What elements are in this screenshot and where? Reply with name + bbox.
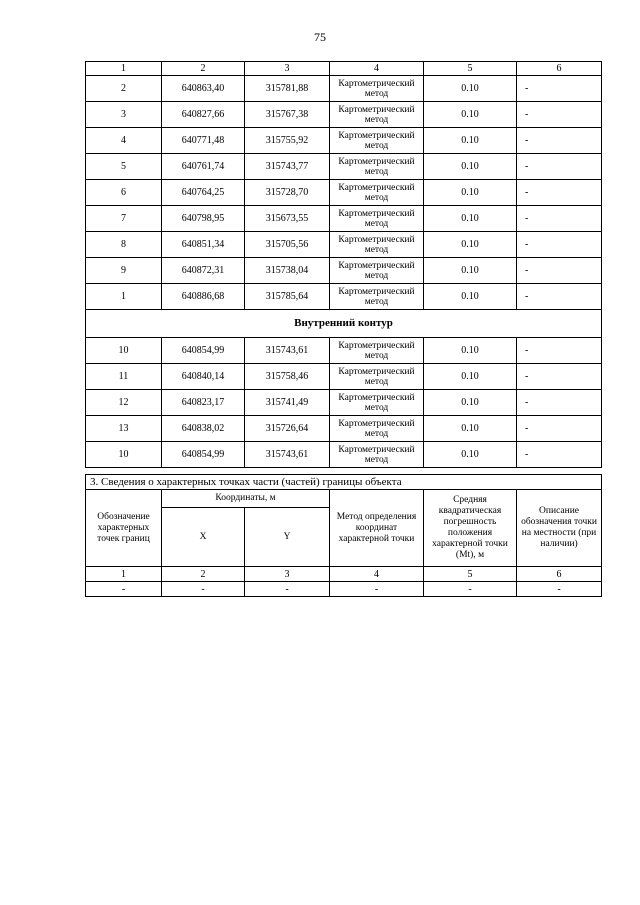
accuracy: 0.10 (424, 232, 517, 258)
point-number: 9 (86, 258, 162, 284)
coord-x: 640798,95 (162, 206, 245, 232)
accuracy: 0.10 (424, 338, 517, 364)
table-row (86, 102, 602, 128)
point-number: 8 (86, 232, 162, 258)
header-y: Y (245, 508, 330, 567)
col-number: 3 (245, 567, 330, 582)
col-number: 1 (86, 567, 162, 582)
coord-x: 640863,40 (162, 76, 245, 102)
page-number: 75 (314, 30, 326, 44)
coord-y: 315767,38 (245, 102, 330, 128)
empty-cell: - (424, 582, 517, 597)
col-number: 4 (330, 62, 424, 76)
point-number: 10 (86, 442, 162, 468)
description: - (517, 180, 602, 206)
empty-cell: - (517, 582, 602, 597)
method: Картометрический метод (330, 284, 424, 310)
table-row (86, 258, 602, 284)
coord-y: 315738,04 (245, 258, 330, 284)
section-title: 3. Сведения о характерных точках части (частей) границы объекта (86, 475, 602, 490)
method: Картометрический метод (330, 364, 424, 390)
table-row (86, 128, 602, 154)
table-row (86, 442, 602, 468)
description: - (517, 232, 602, 258)
inner-contour-label: Внутренний контур (86, 310, 602, 338)
inner-contour-row (86, 310, 602, 338)
method: Картометрический метод (330, 416, 424, 442)
header-description: Описание обозначения точки на местности (при наличии) (517, 490, 602, 567)
col-number: 3 (245, 62, 330, 76)
table-row (86, 364, 602, 390)
method: Картометрический метод (330, 154, 424, 180)
accuracy: 0.10 (424, 76, 517, 102)
accuracy: 0.10 (424, 180, 517, 206)
coord-y: 315781,88 (245, 76, 330, 102)
description: - (517, 76, 602, 102)
coord-y: 315741,49 (245, 390, 330, 416)
table-row (86, 180, 602, 206)
accuracy: 0.10 (424, 154, 517, 180)
description: - (517, 338, 602, 364)
table-row (86, 76, 602, 102)
point-number: 2 (86, 76, 162, 102)
accuracy: 0.10 (424, 284, 517, 310)
accuracy: 0.10 (424, 128, 517, 154)
table-row (86, 416, 602, 442)
col-number: 5 (424, 62, 517, 76)
column-number-row (86, 62, 602, 76)
coord-x: 640854,99 (162, 338, 245, 364)
method: Картометрический метод (330, 258, 424, 284)
description: - (517, 284, 602, 310)
header-coords: Координаты, м (162, 490, 330, 508)
coord-x: 640886,68 (162, 284, 245, 310)
col-number: 6 (517, 567, 602, 582)
method: Картометрический метод (330, 180, 424, 206)
description: - (517, 258, 602, 284)
coord-x: 640840,14 (162, 364, 245, 390)
col-number: 2 (162, 567, 245, 582)
description: - (517, 416, 602, 442)
coord-y: 315743,61 (245, 442, 330, 468)
accuracy: 0.10 (424, 442, 517, 468)
method: Картометрический метод (330, 206, 424, 232)
coord-y: 315758,46 (245, 364, 330, 390)
point-number: 1 (86, 284, 162, 310)
col-number: 2 (162, 62, 245, 76)
description: - (517, 206, 602, 232)
accuracy: 0.10 (424, 258, 517, 284)
table-row (86, 284, 602, 310)
description: - (517, 128, 602, 154)
point-number: 11 (86, 364, 162, 390)
col-number: 4 (330, 567, 424, 582)
table-row (86, 338, 602, 364)
point-number: 6 (86, 180, 162, 206)
accuracy: 0.10 (424, 364, 517, 390)
coord-y: 315743,77 (245, 154, 330, 180)
description: - (517, 442, 602, 468)
coord-y: 315785,64 (245, 284, 330, 310)
empty-cell: - (330, 582, 424, 597)
accuracy: 0.10 (424, 102, 517, 128)
col-number: 6 (517, 62, 602, 76)
coord-x: 640827,66 (162, 102, 245, 128)
coord-y: 315755,92 (245, 128, 330, 154)
part-boundary-points-table (85, 474, 602, 597)
point-number: 5 (86, 154, 162, 180)
method: Картометрический метод (330, 102, 424, 128)
description: - (517, 364, 602, 390)
point-number: 4 (86, 128, 162, 154)
method: Картометрический метод (330, 390, 424, 416)
coord-x: 640851,34 (162, 232, 245, 258)
coord-y: 315726,64 (245, 416, 330, 442)
coord-x: 640838,02 (162, 416, 245, 442)
point-number: 13 (86, 416, 162, 442)
coord-x: 640761,74 (162, 154, 245, 180)
method: Картометрический метод (330, 128, 424, 154)
coord-y: 315673,55 (245, 206, 330, 232)
coord-x: 640854,99 (162, 442, 245, 468)
header-method: Метод определения координат характерной точки (330, 490, 424, 567)
table-row (86, 232, 602, 258)
empty-cell: - (245, 582, 330, 597)
coord-y: 315743,61 (245, 338, 330, 364)
coord-x: 640872,31 (162, 258, 245, 284)
header-accuracy: Средняя квадратическая погрешность положения характерной точки (Mt), м (424, 490, 517, 567)
point-number: 7 (86, 206, 162, 232)
description: - (517, 390, 602, 416)
coord-x: 640823,17 (162, 390, 245, 416)
method: Картометрический метод (330, 76, 424, 102)
empty-cell: - (162, 582, 245, 597)
point-number: 12 (86, 390, 162, 416)
header-x: X (162, 508, 245, 567)
coord-x: 640764,25 (162, 180, 245, 206)
method: Картометрический метод (330, 442, 424, 468)
description: - (517, 154, 602, 180)
table-row (86, 154, 602, 180)
coord-x: 640771,48 (162, 128, 245, 154)
header-designation: Обозначение характерных точек границ (86, 490, 162, 567)
method: Картометрический метод (330, 232, 424, 258)
empty-cell: - (86, 582, 162, 597)
table-row (86, 206, 602, 232)
method: Картометрический метод (330, 338, 424, 364)
description: - (517, 102, 602, 128)
point-number: 10 (86, 338, 162, 364)
point-number: 3 (86, 102, 162, 128)
col-number: 1 (86, 62, 162, 76)
table-row (86, 390, 602, 416)
accuracy: 0.10 (424, 416, 517, 442)
coord-y: 315728,70 (245, 180, 330, 206)
coord-y: 315705,56 (245, 232, 330, 258)
accuracy: 0.10 (424, 390, 517, 416)
col-number: 5 (424, 567, 517, 582)
accuracy: 0.10 (424, 206, 517, 232)
boundary-points-table (85, 61, 602, 468)
